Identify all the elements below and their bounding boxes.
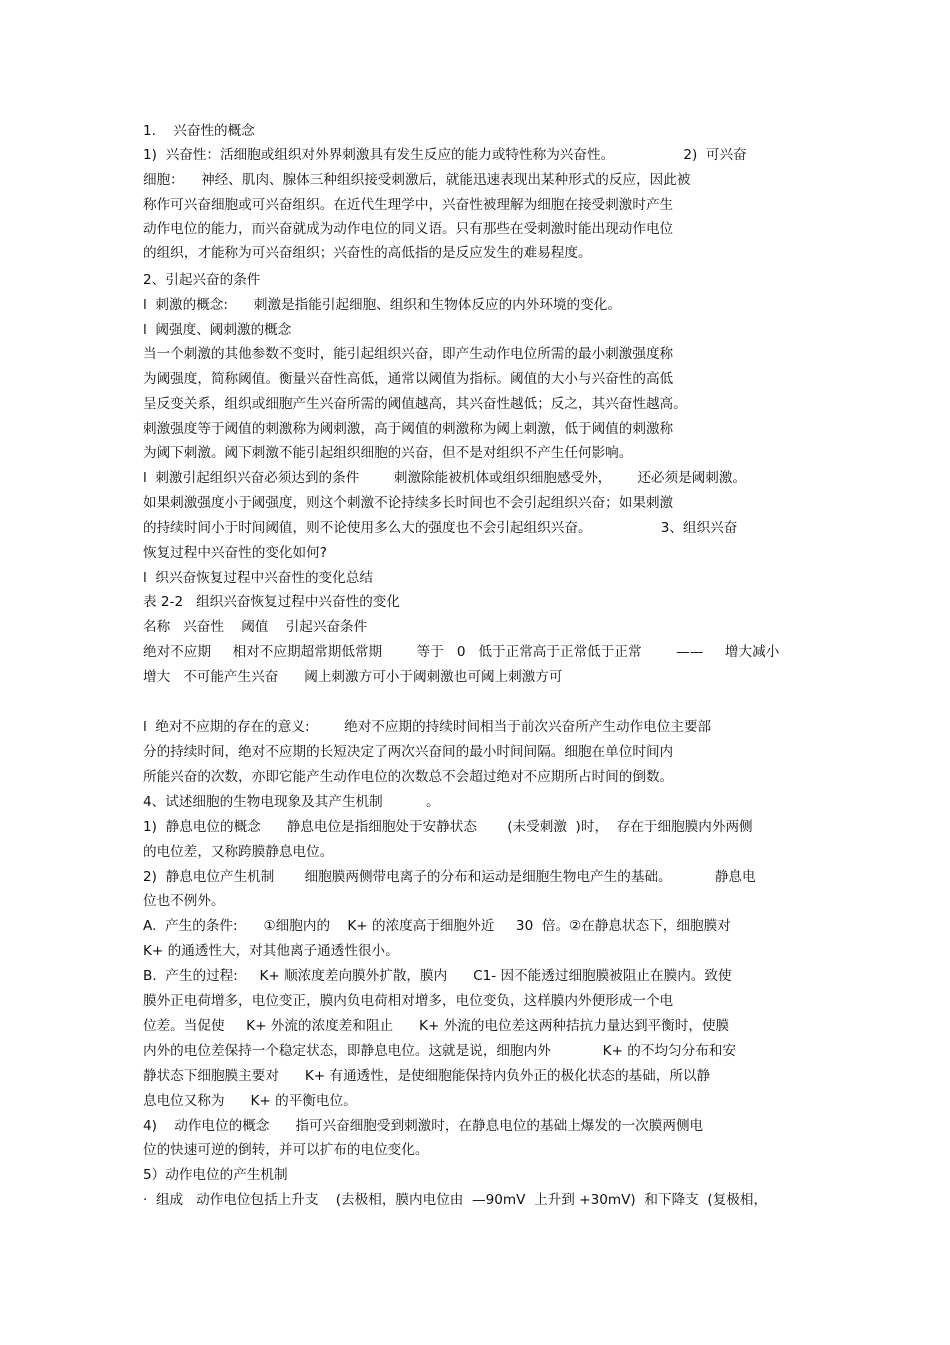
text-line: 4) 动作电位的概念 指可兴奋细胞受到刺激时，在静息电位的基础上爆发的一次膜两侧电	[143, 1118, 704, 1134]
text-line: l 刺激的概念: 刺激是指能引起细胞、组织和生物体反应的内外环境的变化。	[143, 297, 621, 313]
text-line: 膜外正电荷增多，电位变正，膜内负电荷相对增多，电位变负，这样膜内外便形成一个电	[143, 993, 674, 1009]
text-line: 所能兴奋的次数，亦即它能产生动作电位的次数总不会超过绝对不应期所占时间的倒数。	[143, 769, 674, 785]
text-line: 位的快速可逆的倒转，并可以扩布的电位变化。	[143, 1142, 429, 1158]
text-line: 1) 静息电位的概念 静息电位是指细胞处于安静状态 (未受刺激 )时， 存在于细胞膜内外两侧	[143, 819, 753, 835]
text-line: 的持续时间小于时间阈值，则不论使用多么大的强度也不会引起组织兴奋。 3、组织兴奋	[143, 520, 738, 536]
text-line: 的电位差，又称跨膜静息电位。	[143, 844, 334, 860]
text-line: 刺激强度等于阈值的刺激称为阈刺激，高于阈值的刺激称为阈上刺激，低于阈值的刺激称	[143, 421, 674, 437]
text-line: 为阈下刺激。阈下刺激不能引起组织细胞的兴奋，但不是对组织不产生任何影响。	[143, 445, 633, 461]
text-line: 1) 兴奋性：活细胞或组织对外界刺激具有发生反应的能力或特性称为兴奋性。 2) 可兴奋	[143, 147, 747, 163]
text-line: l 阈强度、阈刺激的概念	[143, 322, 292, 338]
text-line: l 绝对不应期的存在的意义: 绝对不应期的持续时间相当于前次兴奋所产生动作电位主要部	[143, 719, 712, 735]
text-line: l 刺激引起组织兴奋必须达到的条件 刺激除能被机体或组织细胞感受外， 还必须是阈刺激。	[143, 470, 747, 486]
text-line: · 组成 动作电位包括上升支 (去极相，膜内电位由 —90mV 上升到 +30mV) 和下降支 (复极相，	[143, 1192, 768, 1208]
text-line: B. 产生的过程: K+ 顺浓度差向膜外扩散，膜内 C1- 因不能透过细胞膜被阻止在膜内。致使	[143, 968, 732, 984]
section-heading: 2、引起兴奋的条件	[143, 272, 261, 288]
text-line: 如果刺激强度小于阈强度，则这个刺激不论持续多长时间也不会引起组织兴奋；如果刺激	[143, 495, 674, 511]
text-line: 的组织，才能称为可兴奋组织；兴奋性的高低指的是反应发生的难易程度。	[143, 245, 592, 261]
table-header: 名称 兴奋性 阈值 引起兴奋条件	[143, 619, 368, 635]
text-line: 静状态下细胞膜主要对 K+ 有通透性，是使细胞能保持内负外正的极化状态的基础，所以静	[143, 1068, 711, 1084]
text-line: 内外的电位差保持一个稳定状态，即静息电位。这就是说，细胞内外 K+ 的不均匀分布和安	[143, 1043, 737, 1059]
table-row: 绝对不应期 相对不应期超常期低常期 等于 0 低于正常高于正常低于正常 —— 增大减小	[143, 644, 780, 660]
section-heading: 4、试述细胞的生物电现象及其产生机制 。	[143, 794, 440, 810]
text-line: A. 产生的条件: ①细胞内的 K+ 的浓度高于细胞外近 30 倍。②在静息状态下，细胞膜对	[143, 918, 731, 934]
text-line: 呈反变关系，组织或细胞产生兴奋所需的阈值越高，其兴奋性越低；反之，其兴奋性越高。	[143, 396, 687, 412]
text-line: 2) 静息电位产生机制 细胞膜两侧带电离子的分布和运动是细胞生物电产生的基础。 静息电	[143, 869, 756, 885]
text-line: 动作电位的能力，而兴奋就成为动作电位的同义语。只有那些在受刺激时能出现动作电位	[143, 221, 674, 237]
table-row: 增大 不可能产生兴奋 阈上刺激方可小于阈刺激也可阈上刺激方可	[143, 669, 563, 685]
section-heading: 5）动作电位的产生机制	[143, 1167, 288, 1183]
text-line: 1. 兴奋性的概念	[143, 123, 255, 139]
text-line: 位也不例外。	[143, 893, 225, 909]
table-caption: 表 2-2 组织兴奋恢复过程中兴奋性的变化	[143, 594, 400, 610]
text-line: 位差。当促使 K+ 外流的浓度差和阻止 K+ 外流的电位差这两种拮抗力量达到平衡时，使膜	[143, 1018, 730, 1034]
text-line: K+ 的通透性大，对其他离子通透性很小。	[143, 943, 399, 959]
text-line: l 织兴奋恢复过程中兴奋性的变化总结	[143, 570, 373, 586]
text-line: 称作可兴奋细胞或可兴奋组织。在近代生理学中，兴奋性被理解为细胞在接受刺激时产生	[143, 197, 674, 213]
text-line: 息电位又称为 K+ 的平衡电位。	[143, 1093, 357, 1109]
text-line: 细胞： 神经、肌肉、腺体三种组织接受刺激后，就能迅速表现出某种形式的反应，因此被	[143, 172, 691, 188]
text-line: 分的持续时间，绝对不应期的长短决定了两次兴奋间的最小时间间隔。细胞在单位时间内	[143, 744, 674, 760]
text-line: 当一个刺激的其他参数不变时，能引起组织兴奋，即产生动作电位所需的最小刺激强度称	[143, 346, 674, 362]
text-line: 恢复过程中兴奋性的变化如何?	[143, 545, 327, 561]
text-line: 为阈强度，简称阈值。衡量兴奋性高低，通常以阈值为指标。阈值的大小与兴奋性的高低	[143, 371, 674, 387]
